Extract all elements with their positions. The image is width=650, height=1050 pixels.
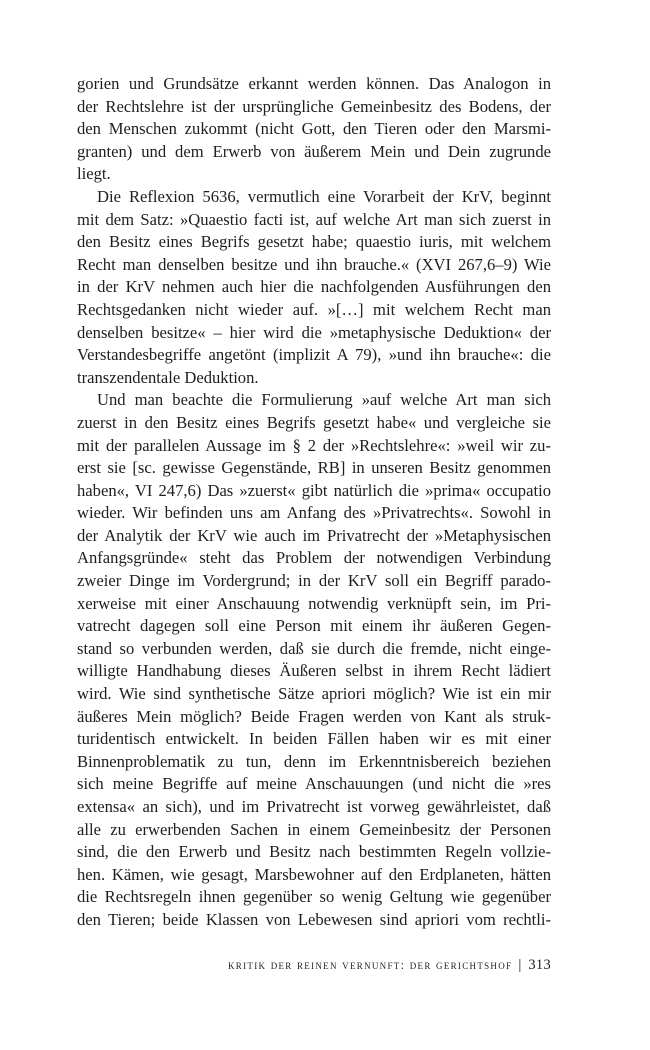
text-line: hen. Kämen, wie gesagt, Marsbewohner auf den Erdplaneten, hätten — [77, 864, 551, 884]
text-line: der Analytik der KrV wie auch im Privatrecht der »Metaphysischen — [77, 525, 551, 545]
text-line: Verstandesbegriffe angetönt (implizit A 79), »und ihn brauche«: die — [77, 345, 551, 365]
text-line: die Rechtsregeln ihnen gegenüber so wenig Geltung wie gegenüber — [77, 887, 551, 907]
text-line: zuerst in den Besitz eines Begrifs gesetzt habe« und vergleiche sie — [77, 412, 551, 432]
text-line: mit dem Satz: »Quaestio facti ist, auf welche Art man sich zuerst in — [77, 209, 551, 229]
text-line: gorien und Grundsätze erkannt werden können. Das Analogon in — [77, 74, 551, 93]
text-line: den Menschen zukommt (nicht Gott, den Tieren oder den Marsmi- — [77, 119, 551, 139]
text-line: Und man beachte die Formulierung »auf welche Art man sich — [97, 390, 551, 410]
text-line: vatrecht dagegen soll eine Person mit einem ihr äußeren Gegen- — [77, 616, 551, 636]
body-text — [77, 73, 551, 932]
text-line: äußeres Mein möglich? Beide Fragen werden von Kant als struk- — [77, 706, 551, 726]
text-line: stand so verbunden werden, daß sie durch die fremde, nicht einge- — [77, 638, 551, 658]
text-line: extensa« an sich), und im Privatrecht ist vorweg gewährleistet, daß — [77, 797, 551, 816]
text-line: denselben besitze« – hier wird die »metaphysische Deduktion« der — [77, 322, 551, 342]
text-line: zweier Dinge im Vordergrund; in der KrV soll ein Begriff parado- — [77, 571, 551, 591]
text-line: mit der parallelen Aussage im § 2 der »Rechtslehre«: »weil wir zu- — [77, 435, 551, 455]
text-line: Anfangsgründe« steht das Problem der notwendigen Verbindung — [77, 548, 551, 568]
footer-separator: | — [518, 957, 522, 973]
text-line: granten) und dem Erwerb von äußerem Mein und Dein zugrunde — [77, 141, 551, 161]
page-footer — [77, 953, 551, 977]
page-number: 313 — [528, 957, 551, 973]
text-line: erst sie [sc. gewisse Gegenstände, RB] in unseren Besitz genommen — [77, 458, 551, 478]
text-line: den Besitz eines Begrifs gesetzt habe; quaestio iuris, mit welchem — [77, 232, 551, 252]
text-line: wird. Wie sind synthetische Sätze apriori möglich? Wie ist ein mir — [77, 684, 551, 704]
text-line: in der KrV nehmen auch hier die nachfolgenden Ausführungen den — [77, 277, 551, 297]
text-line: alle zu erwerbenden Sachen in einem Gemeinbesitz der Personen — [77, 819, 551, 839]
text-line: willigte Handhabung dieses Äußeren selbst in ihrem Recht lädiert — [77, 661, 551, 681]
text-line: liegt. — [77, 164, 111, 184]
text-line: wieder. Wir befinden uns am Anfang des »Privatrechts«. Sowohl in — [77, 503, 551, 523]
text-line: sich meine Begriffe auf meine Anschauungen (und nicht die »res — [77, 774, 551, 794]
text-line: transzendentale Deduktion. — [77, 367, 259, 387]
text-line: turidentisch entwickelt. In beiden Fällen haben wir es mit einer — [77, 729, 551, 749]
text-line: Recht man denselben besitze und ihn brauche.« (XVI 267,6–9) Wie — [77, 254, 551, 274]
text-line: sind, die den Erwerb und Besitz nach bestimmten Regeln vollzie- — [77, 842, 551, 862]
running-head: kritik der reinen vernunft: der gerichtshof — [228, 958, 513, 972]
text-line: der Rechtslehre ist der ursprüngliche Gemeinbesitz des Bodens, der — [77, 96, 551, 116]
text-line: Die Reflexion 5636, vermutlich eine Vorarbeit der KrV, beginnt — [97, 186, 551, 206]
text-line: Rechtsgedanken nicht wieder auf. »[…] mit welchem Recht man — [77, 299, 551, 319]
text-line: xerweise mit einer Anschauung notwendig verknüpft sein, im Pri- — [77, 593, 551, 613]
text-line: haben«, VI 247,6) Das »zuerst« gibt natürlich die »prima« occupatio — [77, 480, 551, 500]
text-line: Binnenproblematik zu tun, denn im Erkenntnisbereich beziehen — [77, 751, 551, 771]
text-line: den Tieren; beide Klassen von Lebewesen sind apriori vom rechtli- — [77, 909, 551, 929]
